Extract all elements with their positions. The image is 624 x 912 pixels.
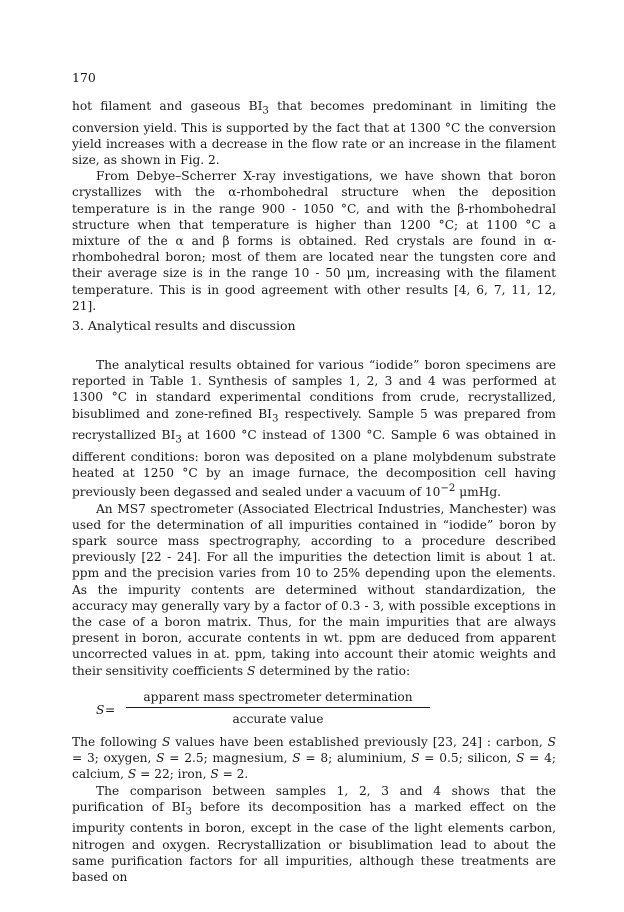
paragraph: The following S values have been established previously [23, 24] : carbon, S = 3; oxygen, S = 2.5; magnesium, S = 8; aluminium, S = 0.5; silicon, S = 4; calcium, S = 22; iron, S = 2. bbox=[72, 735, 557, 782]
formula-denominator: accurate value bbox=[232, 712, 324, 726]
section-heading: 3. Analytical results and discussion bbox=[72, 318, 296, 333]
body-text-top bbox=[72, 98, 556, 314]
formula-lhs: S bbox=[96, 703, 105, 717]
paragraph: From Debye–Scherrer X-ray investigations, we have shown that boron crystallizes with the α-rhombohedral structure when the deposition temperature is in the range 900 - 1050 °C, and with the β-rhombohedral structure when that temperature is higher than 1200 °C; at 1100 °C a mixture of the α and β forms is obtained. Red crystals are found in α-rhombohedral boron; most of them are located near the tungsten core and their average size is in the range 10 - 50 μm, increasing with the filament temperature. This is in good agreement with other results [4, 6, 7, 11, 12, 21]. bbox=[72, 169, 556, 313]
formula-numerator: apparent mass spectrometer determination bbox=[143, 690, 413, 704]
sensitivity-formula bbox=[72, 690, 556, 727]
body-text-middle bbox=[72, 357, 556, 679]
paragraph: An MS7 spectrometer (Associated Electrical Industries, Manchester) was used for the determination of all impurities contained in “iodide” boron by spark source mass spectrography, according to a procedure described previously [22 - 24]. For all the impurities the detection limit is about 1 at. ppm and the precision varies from 10 to 25% depending upon the elements. As the impurity contents are determined without standardization, the accuracy may generally vary by a factor of 0.3 - 3, with possible exceptions in the case of a boron matrix. Thus, for the main impurities that are always present in boron, accurate contents in wt. ppm are deduced from apparent uncorrected values in at. ppm, taking into account their atomic weights and their sensitivity coefficients S determined by the ratio: bbox=[72, 501, 556, 678]
paragraph: The analytical results obtained for various “iodide” boron specimens are reported in Table 1. Synthesis of samples 1, 2, 3 and 4 was performed at 1300 °C in standard experimental conditions from crude, recrystallized, bisublimed and zone-refined $BI_3$ respectively. Sample 5 was prepared from recrystallized $BI_3$ at 1600 °C instead of 1300 °C. Sample 6 was obtained in different conditions: boron was deposited on a plane molybdenum substrate heated at 1250 °C by an image furnace, the decomposition cell having previously been degassed and sealed under a vacuum of $10^{-2}$ μmHg. bbox=[72, 358, 556, 500]
page-number: 170 bbox=[72, 70, 96, 85]
paragraph: The comparison between samples 1, 2, 3 and 4 shows that the purification of $BI_3$ before its decomposition has a marked effect on the impurity contents in boron, except in the case of the light elements carbon, nitrogen and oxygen. Recrystallization or bisublimation lead to about the same purification factors for all impurities, although these treatments are based on bbox=[72, 783, 556, 885]
paragraph: hot filament and gaseous $BI_3$ that becomes predominant in limiting the conversion yield. This is supported by the fact that at 1300 °C the conversion yield increases with a decrease in the flow rate or an increase in the filament size, as shown in Fig. 2. bbox=[72, 99, 556, 168]
formula-equals: = bbox=[105, 703, 116, 717]
fraction-bar bbox=[126, 707, 430, 708]
body-text-bottom bbox=[72, 734, 556, 885]
